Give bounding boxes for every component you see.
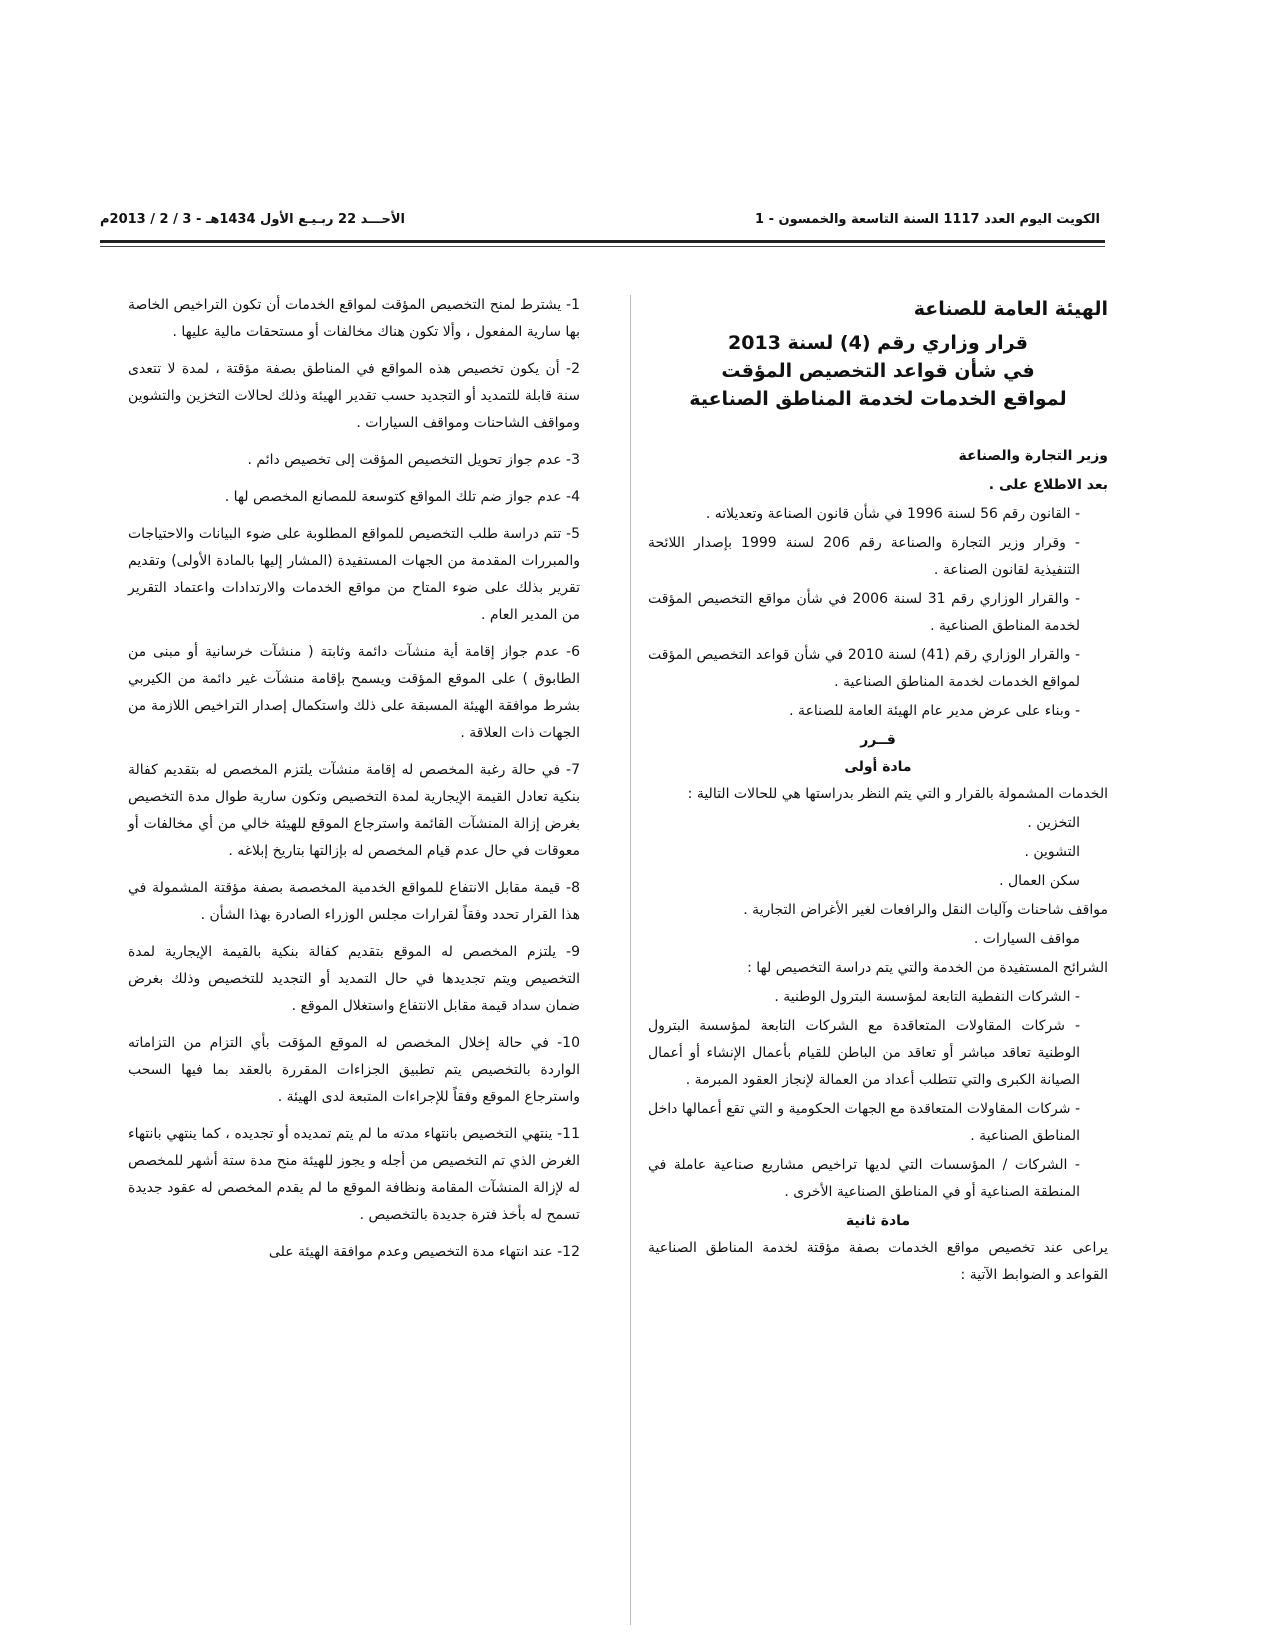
entity-item: - الشركات / المؤسسات التي لديها تراخيص مشاريع صناعية عاملة في المنطقة الصناعية أو في المناطق الصناعية الأخرى . bbox=[648, 1157, 1080, 1200]
preamble-item: - القانون رقم 56 لسنة 1996 في شأن قانون الصناعة وتعديلاته . bbox=[705, 506, 1080, 522]
after-review: بعد الاطلاع على . bbox=[988, 477, 1108, 493]
header-rule-thin bbox=[100, 246, 1105, 247]
rule-item: 10- في حالة إخلال المخصص له الموقع المؤقت بأي التزام من التزاماته الواردة بالتخصيص يتم تطبيق الجزاءات المقررة بالعقد بما فيها السحب واسترجاع الموقع وفقاً للإجراءات المتبعة لدى الهيئة . bbox=[128, 1035, 580, 1105]
article1-case: سكن العمال . bbox=[999, 873, 1080, 889]
minister-title: وزير التجارة والصناعة bbox=[958, 448, 1108, 464]
left-column bbox=[128, 292, 580, 1276]
preamble-item: - والقرار الوزاري رقم (41) لسنة 2010 في شأن قواعد التخصيص المؤقت لمواقع الخدمات لخدمة المناطق الصناعية . bbox=[648, 647, 1081, 690]
decree-title-line: قرار وزاري رقم (4) لسنة 2013 bbox=[728, 332, 1028, 354]
page-header bbox=[100, 208, 1100, 236]
header-date: الأحـــد 22 ربـيـع الأول 1434هـ - 3 / 2 / 2013م bbox=[100, 212, 406, 227]
rule-item: 6- عدم جواز إقامة أية منشآت دائمة وثابتة ( منشآت خرسانية أو مبنى من الطابوق ) على الموقع المؤقت ويسمح بإقامة منشآت غير دائمة من الكيربي بشرط موافقة الهيئة المسبقة على ذلك واستكمال إصدار التراخيص اللازمة من الجهات ذات العلاقة . bbox=[128, 644, 580, 741]
right-column bbox=[648, 296, 1108, 1291]
article1-case: مواقف شاحنات وآليات النقل والرافعات لغير الأغراض التجارية . bbox=[743, 902, 1108, 918]
entity-item: - شركات المقاولات المتعاقدة مع الجهات الحكومية و التي تقع أعمالها داخل المناطق الصناعية . bbox=[648, 1101, 1080, 1144]
column-divider bbox=[630, 295, 631, 1625]
preamble-item: - وبناء على عرض مدير عام الهيئة العامة للصناعة . bbox=[789, 703, 1080, 719]
decree-title bbox=[648, 329, 1108, 413]
article1-intro: الخدمات المشمولة بالقرار و التي يتم النظر بدراستها هي للحالات التالية : bbox=[687, 786, 1108, 802]
decree-title-line: في شأن قواعد التخصيص المؤقت bbox=[721, 360, 1035, 382]
entity-item: - الشركات النفطية التابعة لمؤسسة البترول الوطنية . bbox=[774, 989, 1080, 1005]
rule-item: 1- يشترط لمنح التخصيص المؤقت لمواقع الخدمات أن تكون التراخيص الخاصة بها سارية المفعول ، وألا تكون هناك مخالفات أو مستحقات مالية عليها . bbox=[128, 297, 580, 340]
rule-item: 7- في حالة رغبة المخصص له إقامة منشآت يلتزم المخصص له بتقديم كفالة بنكية تعادل القيمة الإيجارية لمدة التخصيص وتكون سارية طوال مدة التخصيص بغرض إزالة المنشآت القائمة واسترجاع الموقع للهيئة خالي من أي مخالفات أو معوقات في حال عدم قيام المخصص له بإزالتها بتاريخ إبلاغه . bbox=[128, 762, 580, 859]
rule-item: 8- قيمة مقابل الانتفاع للمواقع الخدمية المخصصة بصفة مؤقتة المشمولة في هذا القرار تحدد وفقاً لقرارات مجلس الوزراء الصادرة بهذا الشأن . bbox=[128, 880, 580, 923]
rule-item: 3- عدم جواز تحويل التخصيص المؤقت إلى تخصيص دائم . bbox=[247, 452, 580, 468]
entities-intro: الشرائح المستفيدة من الخدمة والتي يتم دراسة التخصيص لها : bbox=[747, 960, 1108, 976]
header-rule bbox=[100, 240, 1105, 243]
article1-case: مواقف السيارات . bbox=[973, 931, 1080, 947]
entity-item: - شركات المقاولات المتعاقدة مع الشركات التابعة لمؤسسة البترول الوطنية تعاقد مباشر أو تعاقد من الباطن للقيام بأعمال الإنشاء أو أعمال الصيانة الكبرى والتي تتطلب أعداد من العمالة لإنجاز العقود المبرمة . bbox=[648, 1018, 1080, 1088]
rule-item: 2- أن يكون تخصيص هذه المواقع في المناطق بصفة مؤقتة ، لمدة لا تتعدى سنة قابلة للتمديد أو التجديد حسب تقدير الهيئة وذلك لحالات التخزين والتشوين ومواقف الشاحنات ومواقف السيارات . bbox=[128, 361, 580, 431]
article1-heading: مادة أولى bbox=[844, 759, 912, 775]
preamble-item: - والقرار الوزاري رقم 31 لسنة 2006 في شأن مواقع التخصيص المؤقت لخدمة المناطق الصناعية . bbox=[648, 591, 1080, 634]
header-newspaper: الكويت اليوم العدد 1117 السنة التاسعة والخمسون - 1 bbox=[755, 212, 1100, 227]
rule-item: 5- تتم دراسة طلب التخصيص للمواقع المطلوبة على ضوء البيانات والاحتياجات والمبررات المقدمة من الجهات المستفيدة (المشار إليها بالمادة الأولى) وتقديم تقرير بذلك على ضوء المتاح من مواقع الخدمات والارتدادات واعتماد التقرير من المدير العام . bbox=[128, 526, 580, 623]
rule-item: 4- عدم جواز ضم تلك المواقع كتوسعة للمصانع المخصص لها . bbox=[224, 489, 580, 505]
decree-title-line: لمواقع الخدمات لخدمة المناطق الصناعية bbox=[689, 388, 1067, 410]
rule-item: 12- عند انتهاء مدة التخصيص وعدم موافقة الهيئة على bbox=[268, 1244, 580, 1260]
decides-heading: قــرر bbox=[860, 732, 896, 748]
authority-name: الهيئة العامة للصناعة bbox=[913, 298, 1108, 320]
rule-item: 11- ينتهي التخصيص بانتهاء مدته ما لم يتم تمديده أو تجديده ، كما ينتهي بانتهاء الغرض الذي تم التخصيص من أجله و يجوز للهيئة منح مدة ستة أشهر للمخصص له لإزالة المنشآت المقامة ونظافة الموقع ما لم يقدم المخصص له عقود جديدة تسمح له بأخذ فترة جديدة بالتخصيص . bbox=[128, 1126, 580, 1223]
preamble-item: - وقرار وزير التجارة والصناعة رقم 206 لسنة 1999 بإصدار اللائحة التنفيذية لقانون الصناعة . bbox=[648, 535, 1080, 578]
article2-heading: مادة ثانية bbox=[845, 1213, 911, 1229]
rule-item: 9- يلتزم المخصص له الموقع بتقديم كفالة بنكية بالقيمة الإيجارية لمدة التخصيص ويتم تجديدها في حال التمديد أو التجديد للتخصيص وذلك بغرض ضمان سداد قيمة مقابل الانتفاع واستغلال الموقع . bbox=[128, 944, 580, 1014]
article1-case: التشوين . bbox=[1024, 844, 1080, 860]
article1-case: التخزين . bbox=[1027, 815, 1080, 831]
article2-text: يراعى عند تخصيص مواقع الخدمات بصفة مؤقتة لخدمة المناطق الصناعية القواعد و الضوابط الآتية : bbox=[648, 1240, 1108, 1283]
